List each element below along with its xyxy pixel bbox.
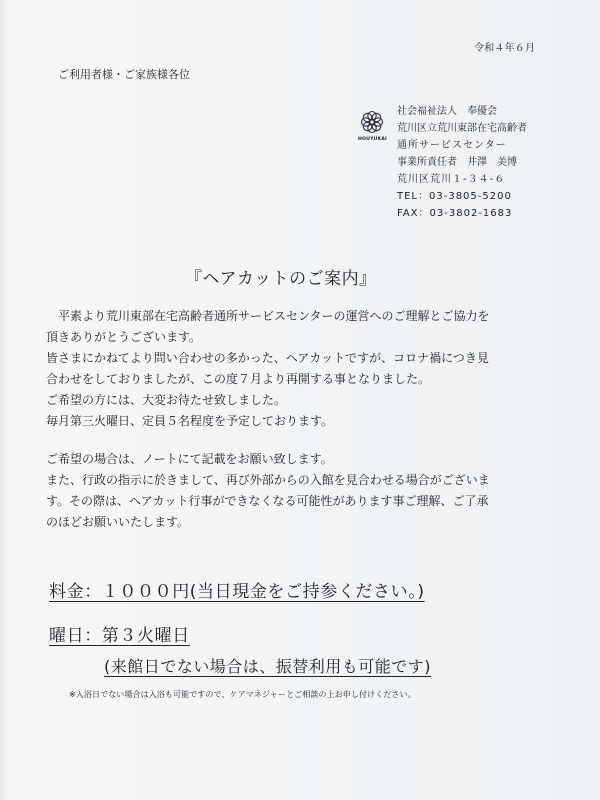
day-text: 曜日：第３火曜日 [49, 626, 190, 646]
body-line: のほどお願いいたします。 [46, 515, 190, 529]
logo-text: HOUYUKAI [358, 137, 387, 142]
paragraph-gap [46, 432, 566, 449]
sender-facility: 荒川区立荒川東部在宅高齢者 [397, 123, 527, 134]
sender-service-center: 通所サービスセンター [397, 140, 507, 151]
bath-note-text: ※入浴日でない場合は入浴も可能ですので、ケアマネジャーとご相談の上お申し付けください。 [69, 690, 416, 699]
recipient-text: ご利用者様・ご家族様各位 [58, 68, 190, 81]
alternate-day-text: (来館日でない場合は、振替利用も可能です) [104, 657, 431, 676]
document-title: 『ヘアカットのご案内』 [185, 269, 377, 289]
body-line: す。その際は、ヘアカット行事ができなくなる可能性があります事ご理解、ご了承 [46, 494, 489, 508]
body-line: ご希望の方には、大変お待たせ致しました。 [46, 393, 287, 407]
body-line: ご希望の場合は、ノートにて記載をお願い致します。 [46, 452, 333, 466]
body-line: 毎月第三火曜日、定員５名程度を予定しております。 [46, 414, 334, 428]
flower-logo-icon [358, 108, 386, 136]
body-line: 合わせをしておりましたが、この度７月より再開する事となりました。 [46, 372, 431, 386]
body-line: 皆さまにかねてより問い合わせの多かった、ヘアカットですが、コロナ禍につき見 [46, 351, 489, 365]
organization-logo [358, 108, 386, 144]
body-line: 平素より荒川東部在宅高齢者通所サービスセンターの運営へのご理解とご協力を [46, 309, 490, 323]
sender-fax: FAX：03-3802-1683 [397, 208, 513, 219]
body-line: また、行政の指示に於きまして、再び外部からの入館を見合わせる場合がございま [46, 473, 490, 487]
sender-phone: TEL：03-3805-5200 [397, 191, 512, 202]
fee-text: 料金：１０００円(当日現金をご持参ください。) [49, 582, 425, 602]
body-line: 頂きありがとうございます。 [46, 330, 202, 344]
date-text: 令和４年６月 [474, 43, 536, 54]
sender-block [397, 103, 582, 222]
sender-manager: 事業所責任者 井澤 美博 [397, 157, 517, 168]
sender-organization: 社会福祉法人 奉優会 [397, 106, 497, 117]
sender-address: 荒川区荒川１-３４-６ [397, 174, 506, 185]
body-text [46, 306, 566, 533]
page-shadow [0, 0, 8, 800]
